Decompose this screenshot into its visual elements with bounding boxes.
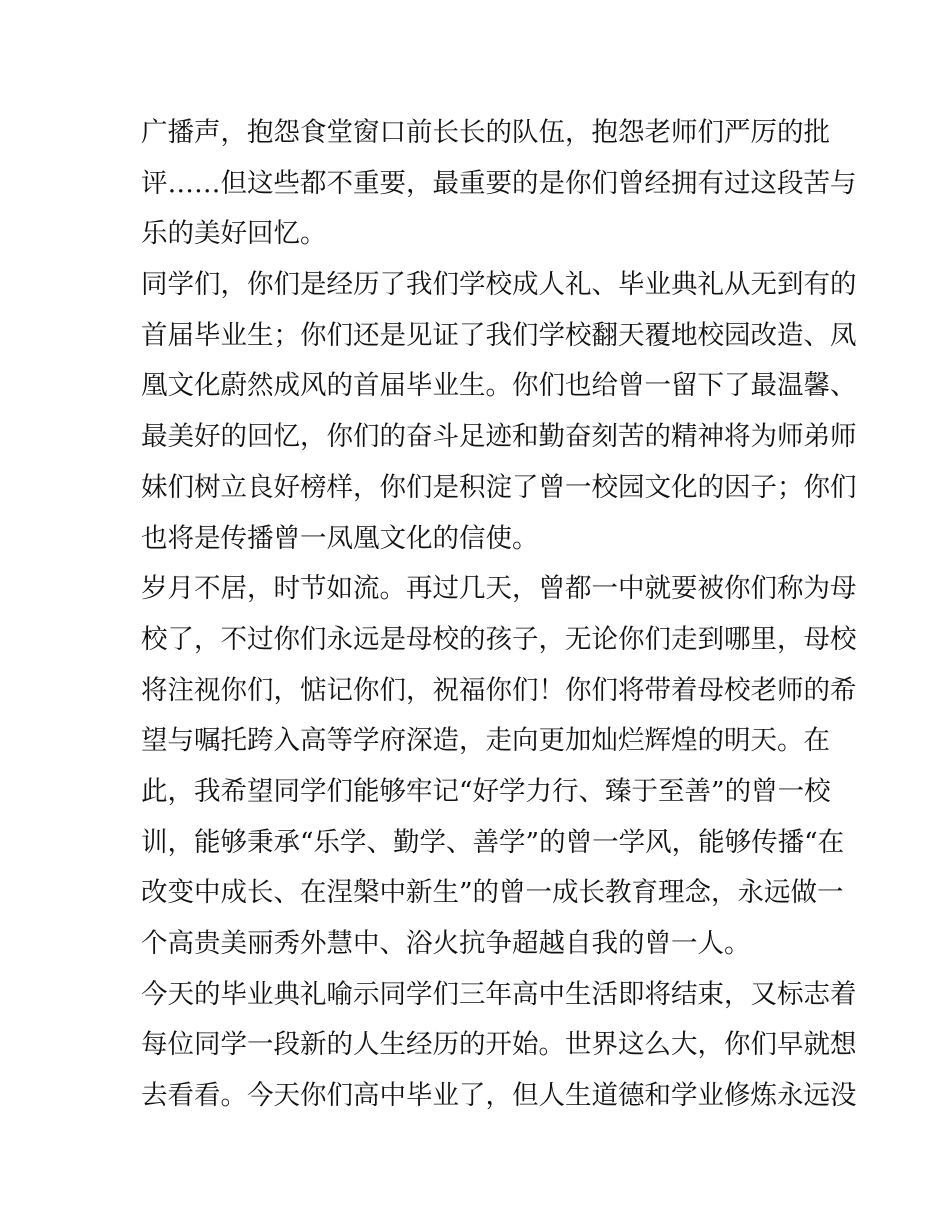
- text-line: 最美好的回忆，你们的奋斗足迹和勤奋刻苦的精神将为师弟师: [141, 421, 857, 453]
- text-line: 校了，不过你们永远是母校的孩子，无论你们走到哪里，母校: [141, 623, 857, 655]
- text-line: 个高贵美丽秀外慧中、浴火抗争超越自我的曾一人。: [141, 928, 751, 959]
- text-line: 训，能够秉承“乐学、勤学、善学”的曾一学风，能够传播“在: [141, 826, 845, 858]
- text-line: 也将是传播曾一凤凰文化的信使。: [141, 522, 539, 554]
- text-line: 将注视你们，惦记你们，祝福你们！你们将带着母校老师的希: [141, 674, 857, 706]
- text-line: 乐的美好回忆。: [141, 218, 327, 250]
- body-text: [141, 108, 857, 1122]
- text-line: 首届毕业生；你们还是见证了我们学校翻天覆地校园改造、凤: [141, 319, 857, 351]
- text-line: 今天的毕业典礼喻示同学们三年高中生活即将结束，又标志着: [141, 978, 857, 1010]
- text-line: 此，我希望同学们能够牢记“好学力行、臻于至善”的曾一校: [141, 775, 831, 807]
- text-line: 望与嘱托跨入高等学府深造，走向更加灿烂辉煌的明天。在: [141, 725, 830, 757]
- text-line: 每位同学一段新的人生经历的开始。世界这么大，你们早就想: [141, 1029, 857, 1061]
- text-line: 改变中成长、在涅槃中新生”的曾一成长教育理念，永远做一: [141, 877, 844, 909]
- text-line: 妹们树立良好榜样，你们是积淀了曾一校园文化的因子；你们: [141, 471, 857, 503]
- text-line: 评……但这些都不重要，最重要的是你们曾经拥有过这段苦与: [141, 167, 857, 199]
- text-line: 岁月不居，时节如流。再过几天，曾都一中就要被你们称为母: [141, 573, 857, 605]
- text-line: 同学们，你们是经历了我们学校成人礼、毕业典礼从无到有的: [141, 269, 857, 301]
- text-line: 凰文化蔚然成风的首届毕业生。你们也给曾一留下了最温馨、: [141, 370, 857, 402]
- text-line: 去看看。今天你们高中毕业了，但人生道德和学业修炼永远没: [141, 1080, 857, 1112]
- text-line: 广播声，抱怨食堂窗口前长长的队伍，抱怨老师们严厉的批: [141, 117, 830, 148]
